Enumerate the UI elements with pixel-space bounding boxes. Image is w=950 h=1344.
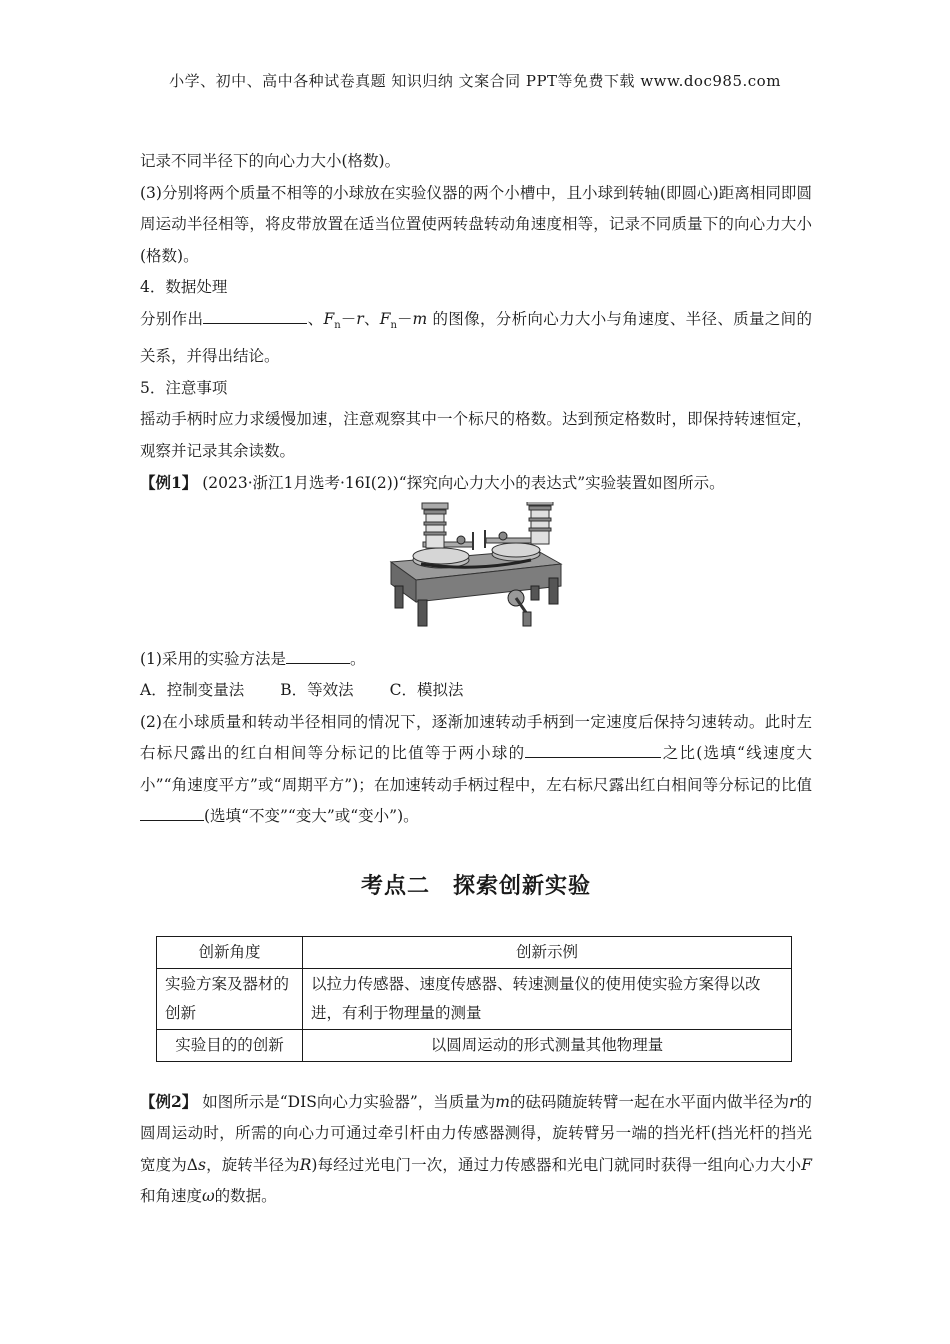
answer-blank[interactable] bbox=[525, 742, 661, 758]
table-cell: 以拉力传感器、速度传感器、转速测量仪的使用使实验方案得以改进，有利于物理量的测量 bbox=[303, 968, 792, 1029]
table-cell: 实验目的的创新 bbox=[157, 1029, 303, 1061]
paragraph-precautions: 摇动手柄时应力求缓慢加速，注意观察其中一个标尺的格数。达到预定格数时，即保持转速恒定，观察并记录其余读数。 bbox=[140, 410, 812, 460]
choice-b[interactable]: B．等效法 bbox=[280, 681, 354, 700]
table-row bbox=[157, 1029, 792, 1061]
section-title: 考点二 探索创新实验 bbox=[360, 872, 591, 899]
centripetal-force-apparatus-image bbox=[381, 502, 571, 642]
choice-a[interactable]: A．控制变量法 bbox=[140, 681, 245, 700]
paragraph-radius-record: 记录不同半径下的向心力大小(格数)。 bbox=[140, 152, 401, 170]
table-cell: 以圆周运动的形式测量其他物理量 bbox=[303, 1029, 792, 1061]
innovation-table bbox=[156, 936, 792, 1062]
example-1-question-1: (1)采用的实验方法是 。 bbox=[140, 649, 366, 668]
heading-data-processing: 4．数据处理 bbox=[140, 278, 228, 296]
example-1-label: 【例1】 bbox=[140, 473, 198, 493]
example-1-intro: 【例1】 (2023·浙江1月选考·16Ⅰ(2))“探究向心力大小的表达式”实验装置如图所示。 bbox=[140, 473, 725, 493]
paragraph-step-3: (3)分别将两个质量不相等的小球放在实验仪器的两个小槽中，且小球到转轴(即圆心)距离相同即圆周运动半径相等，将皮带放置在适当位置使两转盘转动角速度相等，记录不同质量下的向心力大小(格数)。 bbox=[140, 183, 812, 265]
table-header-cell: 创新示例 bbox=[303, 936, 792, 968]
table-row bbox=[157, 968, 792, 1029]
apparatus-figure bbox=[140, 502, 812, 642]
answer-blank[interactable] bbox=[203, 308, 307, 324]
table-header-row bbox=[157, 936, 792, 968]
example-1-choices bbox=[140, 675, 812, 707]
heading-precautions: 5．注意事项 bbox=[140, 378, 228, 397]
table-header-cell: 创新角度 bbox=[157, 936, 303, 968]
paragraph-data-processing: 分别作出 、$F_n-r$、$F_n-m$ 的图像，分析向心力大小与角速度、半径、质量之间的关系，并得出结论。 bbox=[140, 309, 812, 366]
choice-c[interactable]: C．模拟法 bbox=[389, 681, 464, 700]
example-2-text: 【例2】 如图所示是“DIS向心力实验器”，当质量为m的砝码随旋转臂一起在水平面内做半径为r的圆周运动时，所需的向心力可通过牵引杆由力传感器测得，旋转臂另一端的挡光杆(挡光杆的挡光宽度为Δs，旋转半径为R)每经过光电门一次，通过力传感器和光电门就同时获得一组向心力大小F和角速度ω的数据。 bbox=[140, 1091, 812, 1206]
example-2-label: 【例2】 bbox=[140, 1091, 198, 1111]
page-header: 小学、初中、高中各种试卷真题 知识归纳 文案合同 PPT等免费下载 www.doc985.com bbox=[169, 72, 781, 90]
table-cell: 实验方案及器材的创新 bbox=[157, 968, 303, 1029]
example-1-question-2: (2)在小球质量和转动半径相同的情况下，逐渐加速转动手柄到一定速度后保持匀速转动。此时左右标尺露出的红白相间等分标记的比值等于两小球的 之比(选填“线速度大小”“角速度平方”或“周期平方”)；在加速转动手柄过程中，左右标尺露出红白相间等分标记的比值(选填“不变”“变大”或“变小”)。 bbox=[140, 712, 812, 826]
answer-blank[interactable] bbox=[286, 648, 350, 664]
answer-blank[interactable] bbox=[140, 805, 204, 821]
content-body bbox=[140, 146, 812, 1213]
